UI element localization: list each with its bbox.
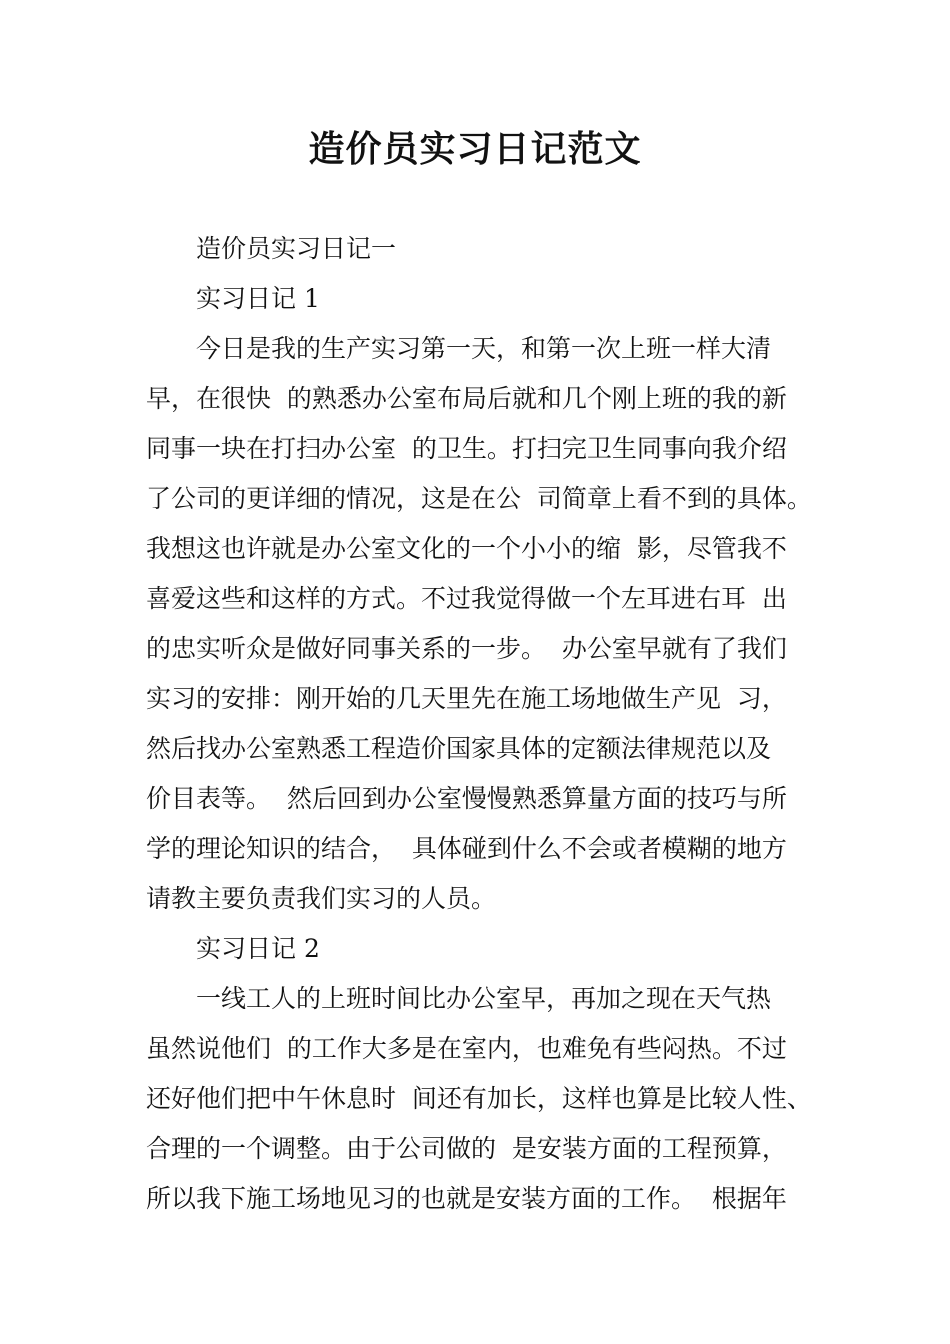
text-line: 价目表等。 然后回到办公室慢慢熟悉算量方面的技巧与所 (146, 784, 787, 813)
text-line: 学的理论知识的结合， 具体碰到什么不会或者模糊的地方 (146, 834, 787, 863)
text-line: 同事一块在打扫办公室 的卫生。打扫完卫生同事向我介绍 (146, 434, 787, 463)
text-line: 实习日记 2 (196, 934, 320, 963)
text-line: 合理的一个调整。由于公司做的 是安装方面的工程预算， (146, 1134, 787, 1163)
text-line: 实习日记 1 (196, 284, 320, 313)
text-line: 了公司的更详细的情况，这是在公 司简章上看不到的具体。 (146, 484, 812, 513)
text-line: 实习的安排：刚开始的几天里先在施工场地做生产见 习， (146, 684, 787, 713)
text-line: 的忠实听众是做好同事关系的一步。 办公室早就有了我们 (146, 634, 787, 663)
text-line: 我想这也许就是办公室文化的一个小小的缩 影，尽管我不 (146, 534, 787, 563)
text-line: 然后找办公室熟悉工程造价国家具体的定额法律规范以及 (146, 734, 772, 763)
text-line: 一线工人的上班时间比办公室早，再加之现在天气热 (196, 984, 772, 1013)
text-line: 喜爱这些和这样的方式。不过我觉得做一个左耳进右耳 出 (146, 584, 787, 613)
text-line: 虽然说他们 的工作大多是在室内，也难免有些闷热。不过 (146, 1034, 787, 1063)
text-line: 造价员实习日记一 (196, 234, 397, 263)
text-line: 所以我下施工场地见习的也就是安装方面的工作。 根据年 (146, 1184, 787, 1213)
text-line: 还好他们把中午休息时 间还有加长，这样也算是比较人性、 (146, 1084, 812, 1113)
document-body (146, 224, 836, 1224)
text-line: 请教主要负责我们实习的人员。 (146, 884, 497, 913)
text-line: 今日是我的生产实习第一天，和第一次上班一样大清 (196, 334, 772, 363)
document-title: 造价员实习日记范文 (308, 129, 642, 170)
text-line: 早，在很快 的熟悉办公室布局后就和几个刚上班的我的新 (146, 384, 787, 413)
